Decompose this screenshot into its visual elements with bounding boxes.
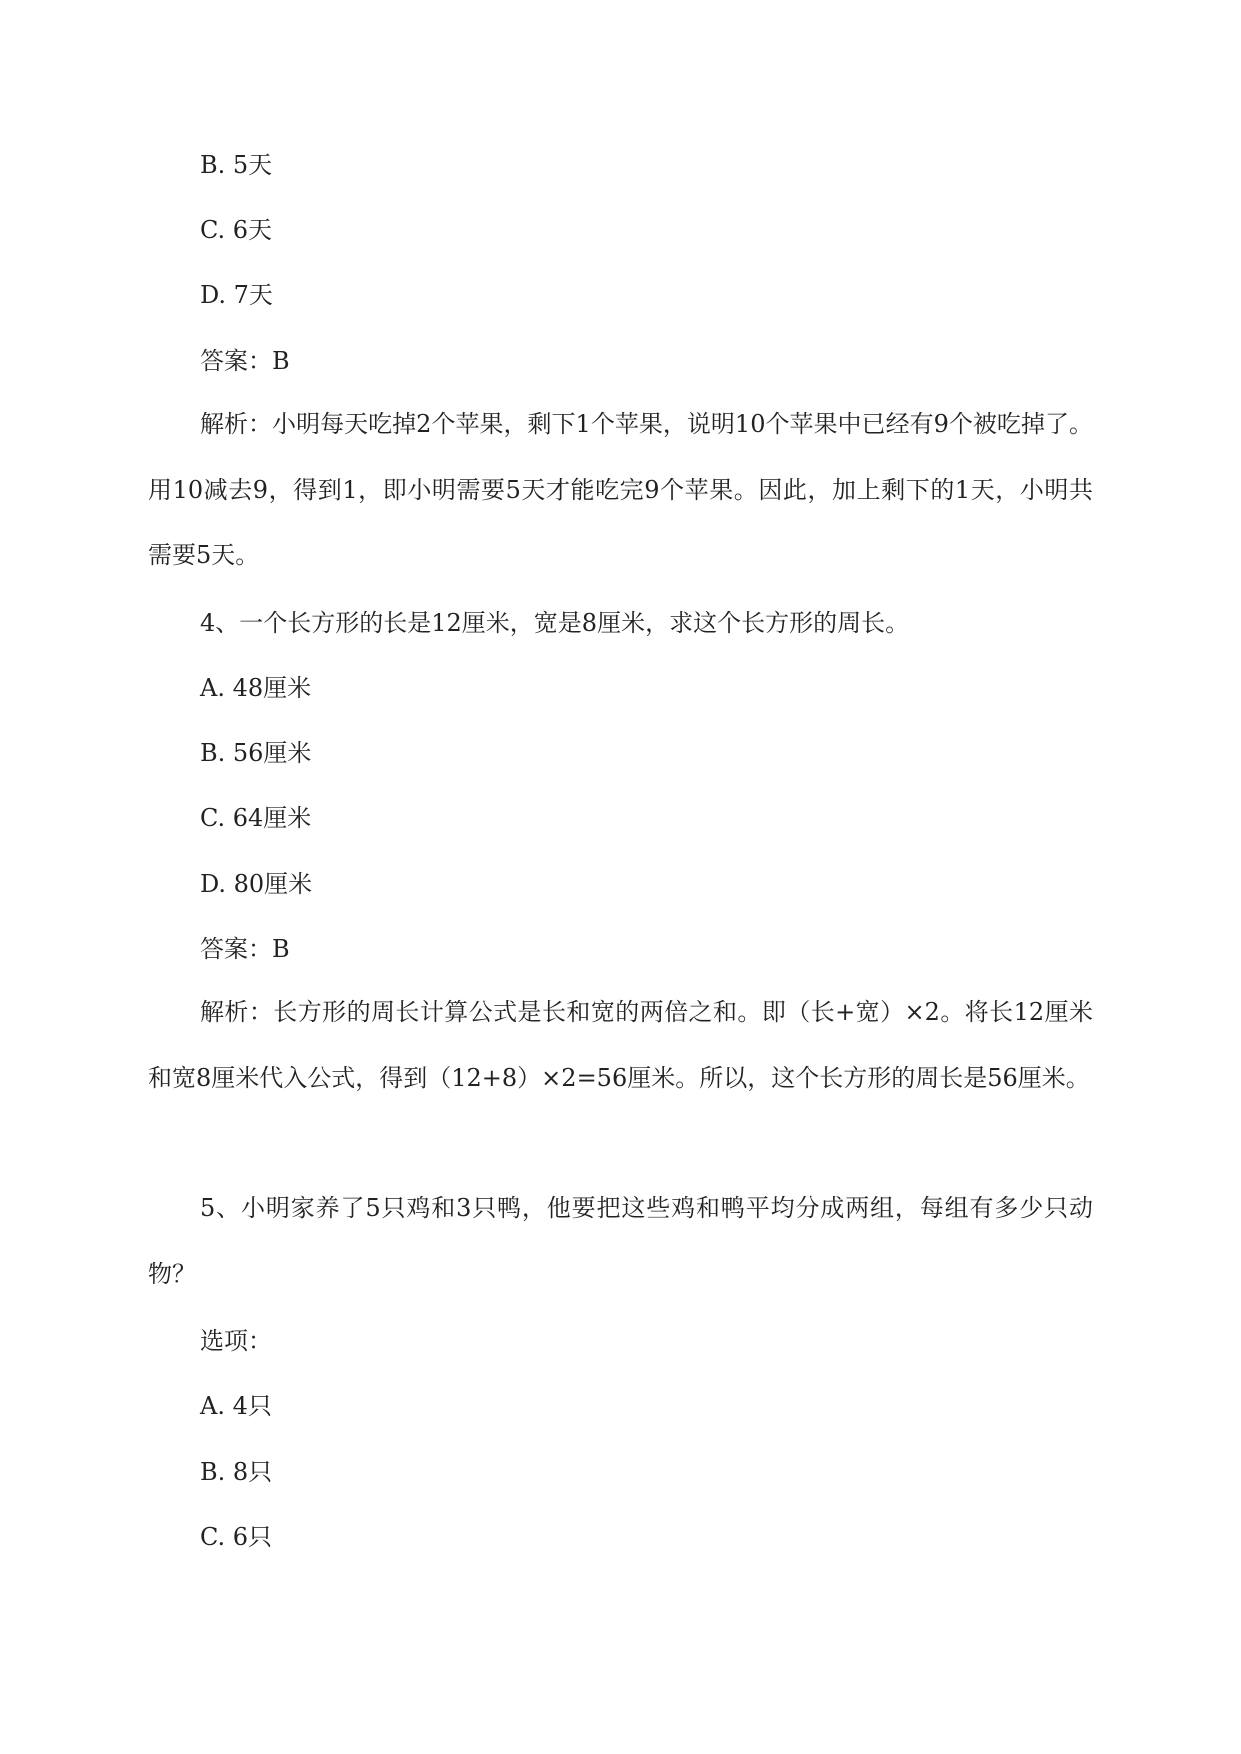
option-b-q3: B. 5天: [200, 151, 273, 179]
option-b-q5: B. 8只: [200, 1458, 273, 1486]
analysis-q4: 解析：长方形的周长计算公式是长和宽的两倍之和。即（长+宽）×2。将长12厘米和宽8厘米代入公式，得到（12+8）×2=56厘米。所以，这个长方形的周长是56厘米。: [148, 998, 1093, 1092]
option-c-q5: C. 6只: [200, 1523, 273, 1551]
option-c-q3: C. 6天: [200, 216, 273, 244]
options-label-q5: 选项：: [200, 1327, 272, 1355]
option-b-q4: B. 56厘米: [200, 739, 312, 767]
option-d-q3: D. 7天: [200, 281, 273, 309]
option-d-q4: D. 80厘米: [200, 870, 313, 898]
analysis-q3: 解析：小明每天吃掉2个苹果，剩下1个苹果，说明10个苹果中已经有9个被吃掉了。用10减去9，得到1，即小明需要5天才能吃完9个苹果。因此，加上剩下的1天，小明共需要5天。: [148, 410, 1093, 569]
option-a-q5: A. 4只: [200, 1392, 272, 1420]
answer-q3: 答案：B: [200, 347, 290, 375]
question-4: 4、一个长方形的长是12厘米，宽是8厘米，求这个长方形的周长。: [200, 609, 910, 637]
answer-q4: 答案：B: [200, 935, 290, 963]
option-c-q4: C. 64厘米: [200, 804, 312, 832]
option-a-q4: A. 48厘米: [200, 674, 312, 702]
question-5: 5、小明家养了5只鸡和3只鸭，他要把这些鸡和鸭平均分成两组，每组有多少只动物？: [148, 1194, 1093, 1288]
